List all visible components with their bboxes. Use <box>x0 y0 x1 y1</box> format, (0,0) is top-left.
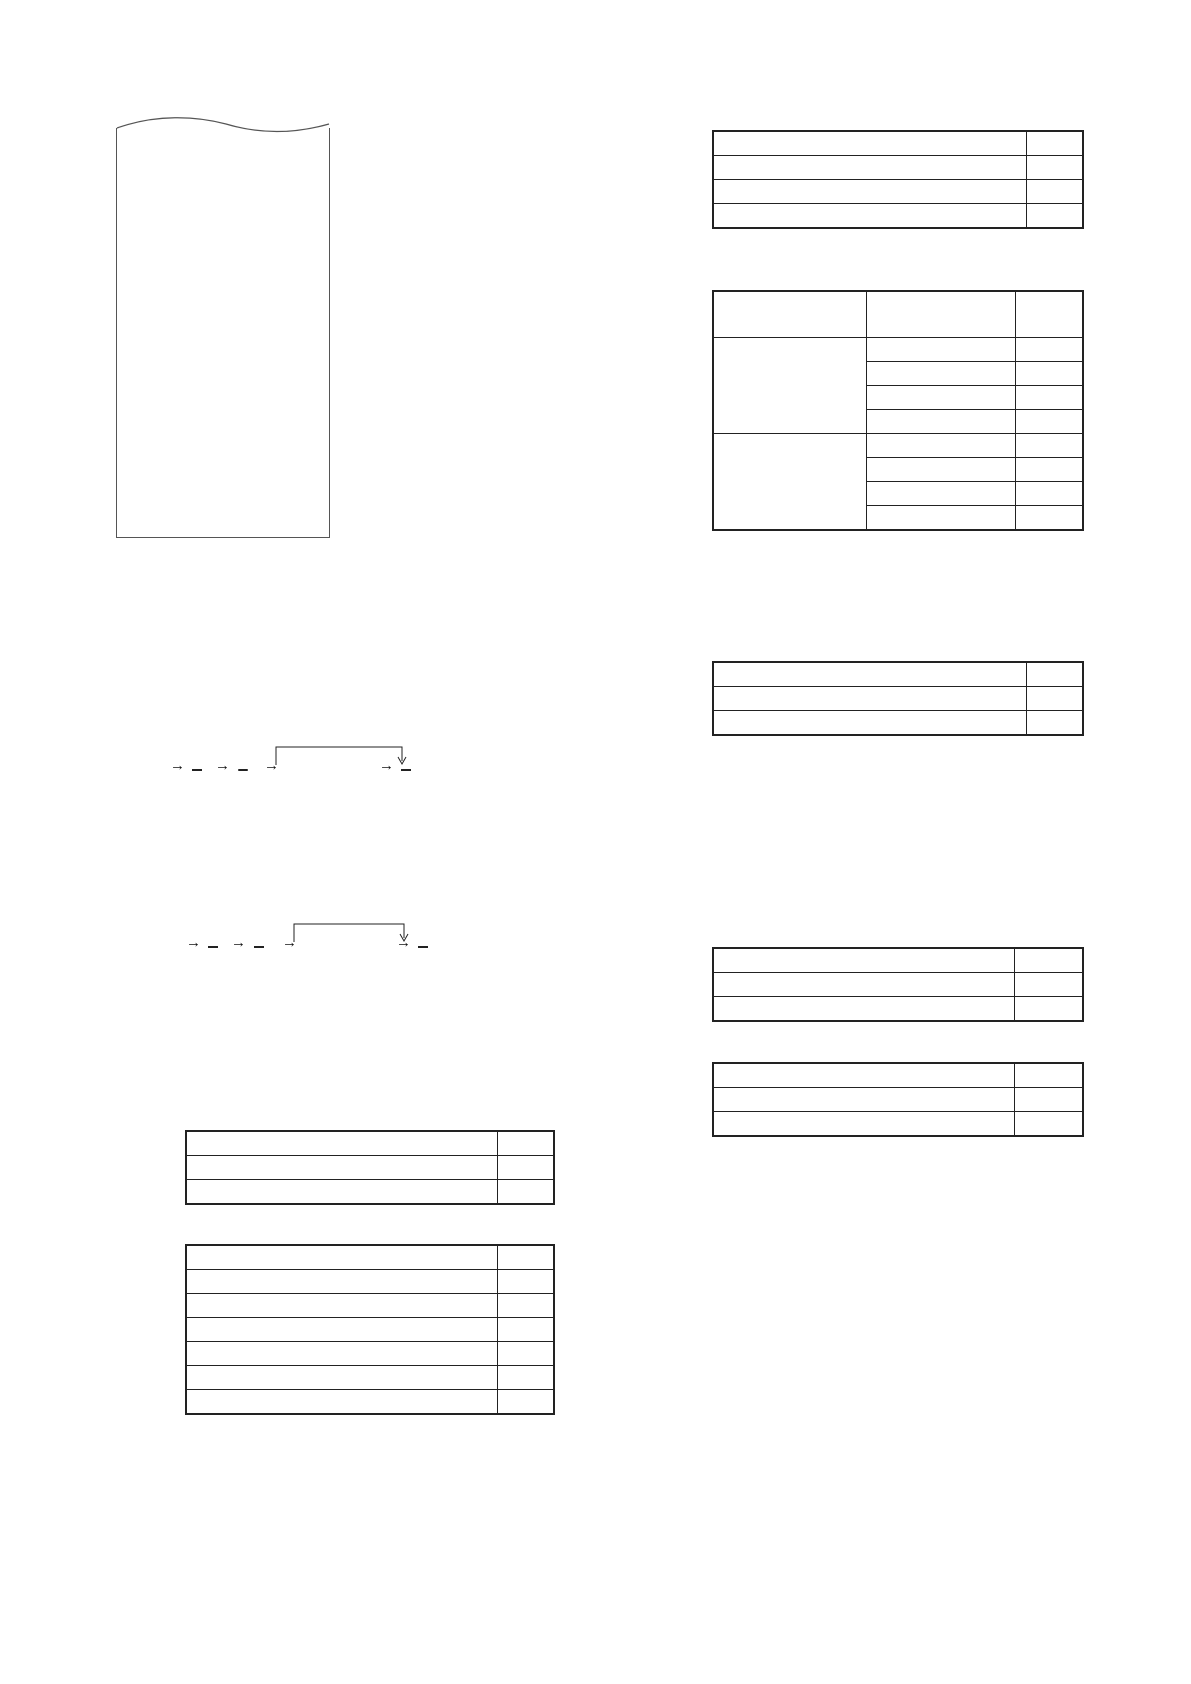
table-cell <box>867 337 1016 361</box>
table-row <box>713 711 1083 736</box>
table-row <box>713 204 1083 229</box>
table-header-cell <box>867 291 1016 337</box>
receipt-line <box>157 301 183 326</box>
table-cell <box>713 973 1015 997</box>
table-cell <box>1027 687 1084 711</box>
table-header-cell <box>498 1245 555 1270</box>
table-header-cell <box>186 1131 498 1156</box>
table-header-row <box>713 948 1083 973</box>
table-header-cell <box>1015 948 1084 973</box>
table-row <box>186 1270 554 1294</box>
table-row <box>713 1088 1083 1112</box>
table-cell <box>498 1318 555 1342</box>
receipt-tear-edge <box>116 114 330 144</box>
table-header-row <box>713 291 1083 337</box>
table-header-row <box>713 1063 1083 1088</box>
table-row <box>713 973 1083 997</box>
table-header-row <box>186 1245 554 1270</box>
job901-a-table <box>185 1130 555 1205</box>
table-cell <box>498 1270 555 1294</box>
dot-key <box>208 946 218 948</box>
table-header-cell <box>713 948 1015 973</box>
group-cell <box>713 433 867 530</box>
table-cell <box>713 204 1027 229</box>
table-cell <box>1016 481 1084 505</box>
table-row <box>186 1156 554 1180</box>
table-cell <box>1027 156 1084 180</box>
arrow-icon: → <box>186 934 201 951</box>
table-cell <box>1027 711 1084 736</box>
table-row <box>713 687 1083 711</box>
table-cell <box>186 1270 498 1294</box>
table-row <box>186 1318 554 1342</box>
table-row <box>186 1342 554 1366</box>
table-row <box>713 997 1083 1022</box>
table-cell <box>1015 997 1084 1022</box>
table-cell <box>713 1112 1015 1137</box>
table-cell <box>1016 361 1084 385</box>
tlns-key <box>401 769 411 771</box>
table-cell <box>713 156 1027 180</box>
table-cell <box>867 385 1016 409</box>
table-cell <box>1015 973 1084 997</box>
table-cell <box>498 1342 555 1366</box>
table-cell <box>1015 1112 1084 1137</box>
table-header-cell <box>498 1131 555 1156</box>
job901-b-table <box>185 1244 555 1415</box>
table-cell <box>498 1156 555 1180</box>
table-cell <box>867 505 1016 530</box>
table-row <box>186 1390 554 1415</box>
table-row <box>713 337 1083 361</box>
table-header-cell <box>1027 131 1084 156</box>
table-cell <box>186 1390 498 1415</box>
table-row <box>713 180 1083 204</box>
receipt-line <box>157 330 183 355</box>
table-cell <box>1016 505 1084 530</box>
arrow-icon: → <box>282 934 297 951</box>
x-key <box>238 769 248 771</box>
tlns-key <box>418 946 428 948</box>
table-header-cell <box>713 131 1027 156</box>
table-cell <box>186 1366 498 1390</box>
table-cell <box>867 457 1016 481</box>
job901-c-table <box>712 130 1084 229</box>
table-cell <box>186 1318 498 1342</box>
job904-a-table <box>712 947 1084 1022</box>
dot-key <box>192 769 202 771</box>
table-cell <box>867 361 1016 385</box>
receipt-illustration <box>116 128 330 538</box>
group-cell <box>713 337 867 433</box>
table-cell <box>1016 385 1084 409</box>
table-cell <box>498 1366 555 1390</box>
arrow-icon: → <box>379 757 394 774</box>
table-cell <box>1027 180 1084 204</box>
table-header-row <box>713 131 1083 156</box>
table-row <box>186 1294 554 1318</box>
table-cell <box>498 1390 555 1415</box>
table-cell <box>713 1088 1015 1112</box>
table-cell <box>867 433 1016 457</box>
arrow-icon: → <box>170 757 185 774</box>
table-header-cell <box>713 662 1027 687</box>
receipt-line <box>157 272 183 297</box>
table-cell <box>867 481 1016 505</box>
table-cell <box>713 180 1027 204</box>
table-row <box>713 433 1083 457</box>
table-cell <box>1016 433 1084 457</box>
table-cell <box>498 1180 555 1205</box>
arrow-icon: → <box>396 934 411 951</box>
receipt-line <box>157 358 183 383</box>
job902-a-table <box>712 661 1084 736</box>
table-header-cell <box>713 291 867 337</box>
table-row <box>186 1366 554 1390</box>
table-cell <box>713 997 1015 1022</box>
table-header-cell <box>1016 291 1084 337</box>
arrow-icon: → <box>264 757 279 774</box>
arrow-icon: → <box>231 934 246 951</box>
table-cell <box>1027 204 1084 229</box>
table-header-cell <box>1027 662 1084 687</box>
table-cell <box>1016 337 1084 361</box>
table-cell <box>713 711 1027 736</box>
receipt-line <box>157 244 183 269</box>
receipt-line <box>157 215 183 240</box>
table-header-row <box>186 1131 554 1156</box>
table-row <box>713 1112 1083 1137</box>
table-cell <box>498 1294 555 1318</box>
table-cell <box>1016 457 1084 481</box>
table-cell <box>867 409 1016 433</box>
table-cell <box>186 1180 498 1205</box>
table-header-cell <box>713 1063 1015 1088</box>
table-header-cell <box>1015 1063 1084 1088</box>
table-cell <box>713 687 1027 711</box>
table-header-row <box>713 662 1083 687</box>
table-row <box>713 156 1083 180</box>
x-key <box>254 946 264 948</box>
table-header-cell <box>186 1245 498 1270</box>
receipt-line <box>157 387 183 412</box>
table-cell <box>1015 1088 1084 1112</box>
table-row <box>186 1180 554 1205</box>
table-cell <box>1016 409 1084 433</box>
table-cell <box>186 1294 498 1318</box>
table-cell <box>186 1342 498 1366</box>
receipt-line <box>157 187 183 212</box>
arrow-icon: → <box>215 757 230 774</box>
job901-d-table <box>712 290 1084 531</box>
job904-b-table <box>712 1062 1084 1137</box>
table-cell <box>186 1156 498 1180</box>
receipt-line <box>157 158 183 183</box>
receipt-line <box>157 415 183 440</box>
